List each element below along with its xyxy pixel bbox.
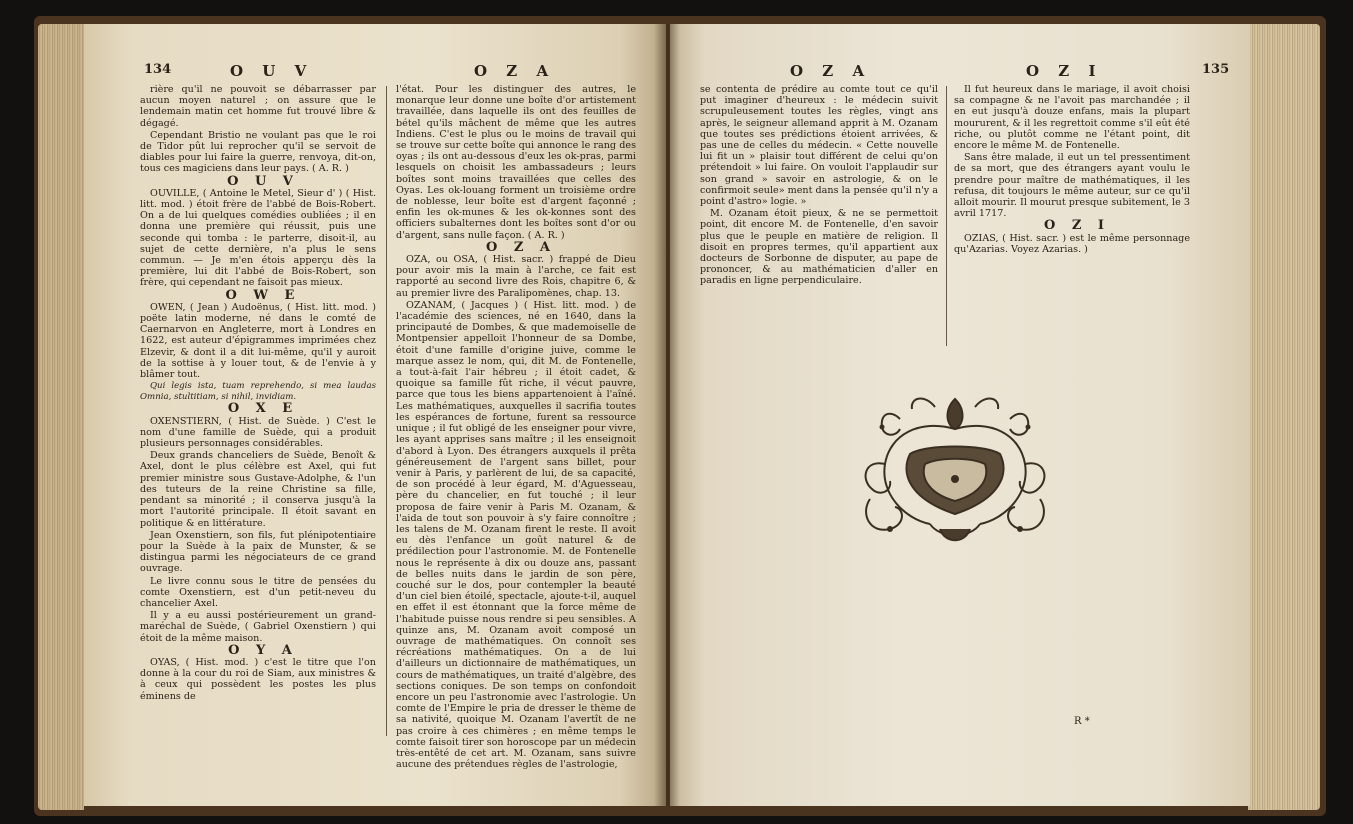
entry-paragraph: Le livre connu sous le titre de pensées du comte Oxenstiern, est d'un petit-neveu du chancelier Axel. bbox=[140, 575, 376, 609]
left-page bbox=[84, 24, 666, 806]
right-page-column-2 bbox=[954, 84, 1190, 256]
running-head-right-a: O Z A bbox=[790, 62, 872, 80]
section-heading: O X E bbox=[227, 401, 299, 417]
entry-paragraph: Il fut heureux dans le mariage, il avoit choisi sa compagne & ne l'avoit pas marchandée ; il en eut jusqu'à douze enfans, mais la plupart moururent, & il les regrettoit comme s'il eût été riche, ou plutôt comme ne l'étant point, dit encore le même M. de Fontenelle. bbox=[954, 84, 1190, 152]
right-page-stack bbox=[1248, 24, 1320, 810]
page-number-right: 135 bbox=[1202, 62, 1230, 77]
right-page bbox=[670, 24, 1250, 806]
left-page-column-2 bbox=[396, 84, 636, 771]
entry-paragraph: OZA, ou OSA, ( Hist. sacr. ) frappé de Dieu pour avoir mis la main à l'arche, ce fait est rapporté au second livre des Rois, chapitre 6, & au premier livre des Paralipomènes, chap. 13. bbox=[396, 254, 636, 299]
entry-paragraph: l'état. Pour les distinguer des autres, le monarque leur donne une boîte d'or artistement travaillée, dans laquelle ils ont des feuilles de bétel qu'ils mâchent de même que les autres Indiens. C'est le plus ou le moins de travail qui se trouve sur cette boîte qui annonce le rang des oyas ; ils ont au-dessous d'eux les ok-pras, parmi lesquels on choisit les ambassadeurs ; leurs boîtes sont moins travaillées que celles des Oyas. Les ok-louang forment un troisième ordre de noblesse, leur boîte est d'argent façonné ; enfin les ok-munes & les ok-konnes sont des officiers subalternes dont les boîtes sont d'or ou d'argent, sans nulle façon. ( A. R. ) bbox=[396, 84, 636, 241]
section-heading: O Z A bbox=[486, 239, 556, 255]
entry-paragraph: Il y a eu aussi postérieurement un grand-maréchal de Suède, ( Gabriel Oxenstiern ) qui étoit de la même maison. bbox=[140, 610, 376, 644]
entry-paragraph: Jean Oxenstiern, son fils, fut plénipotentiaire pour la Suède à la paix de Munster, & se distingua parmi les négociateurs de ce grand ouvrage. bbox=[140, 529, 376, 575]
page-number-left: 134 bbox=[144, 62, 172, 77]
column-rule bbox=[946, 86, 947, 346]
section-heading: O Y A bbox=[228, 642, 298, 658]
section-heading: O U V bbox=[227, 173, 299, 189]
running-head-left-b: O Z A bbox=[474, 62, 556, 80]
right-page-column-1 bbox=[700, 84, 938, 288]
entry-paragraph: M. Ozanam étoit pieux, & ne se permettoit point, dit encore M. de Fontenelle, d'en savoir plus que le peuple en matière de religion. Il disoit en propres termes, qu'il appartient aux docteurs de Sorbonne de disputer, au pape de prononcer, & au mathématicien d'aller en paradis en ligne perpendiculaire. bbox=[700, 208, 938, 287]
section-heading: O Z I bbox=[1044, 218, 1110, 234]
latin-verse: Qui legis ista, tuam reprehendo, si mea laudas Omnia, stultitiam, si nihil, invidiam. bbox=[140, 381, 376, 402]
decorative-tailpiece-ornament bbox=[850, 379, 1060, 549]
entry-paragraph: Sans être malade, il eut un tel pressentiment de sa mort, que des étrangers ayant voulu le prendre pour maître de mathématiques, il les refusa, dit toujours le même auteur, sur ce qu'il alloit mourir. Il mourut presque subitement, le 3 avril 1717. bbox=[954, 152, 1190, 220]
entry-paragraph: OXENSTIERN, ( Hist. de Suède. ) C'est le nom d'une famille de Suède, qui a produit plusieurs personnages considérables. bbox=[140, 415, 376, 450]
book-gutter bbox=[654, 24, 680, 806]
section-heading: O W E bbox=[225, 287, 301, 303]
entry-paragraph: se contenta de prédire au comte tout ce qu'il put imaginer d'heureux : le médecin suivit scrupuleusement toutes les règles, vingt ans après, le seigneur allemand apprit à M. Ozanam que toutes ses prédictions étoient arrivées, & pas une de celles du médecin. « Cette nouvelle lui fit un » plaisir tout différent de celui qu'on prétendoit » lui faire. On vouloit l'applaudir sur son grand » savoir en astrologie, & on le confirmoit seule» ment dans la pensée qu'il n'y a point d'astro» logie. » bbox=[700, 84, 938, 208]
entry-paragraph: Deux grands chanceliers de Suède, Benoît & Axel, dont le plus célèbre est Axel, qui fut premier ministre sous Gustave-Adolphe, & l'un des tuteurs de la reine Christine sa fille, pendant sa minorité ; il conserva jusqu'à la mort l'autorité principale. Il étoit savant en politique & en littérature. bbox=[140, 450, 376, 529]
running-head-left-a: O U V bbox=[230, 62, 314, 80]
entry-paragraph: rière qu'il ne pouvoit se débarrasser par aucun moyen naturel ; on assure que le lendemain matin cet homme fut trouvé libre & dégagé. bbox=[140, 84, 376, 129]
running-head-right-b: O Z I bbox=[1026, 62, 1103, 80]
entry-paragraph: OWEN, ( Jean ) Audoënus, ( Hist. litt. mod. ) poëte latin moderne, né dans le comté de Caernarvon en Angleterre, mort à Londres en 1622, est auteur d'épigrammes imprimées chez Elzevir, & dont il a dit lui-même, qu'il y auroit de la sottise à y louer tout, & de l'envie à y blâmer tout. bbox=[140, 301, 376, 381]
printer-signature-mark: R * bbox=[1074, 716, 1090, 727]
left-page-stack bbox=[38, 24, 84, 810]
left-page-column-1 bbox=[140, 84, 376, 703]
column-rule bbox=[386, 86, 387, 736]
entry-paragraph: Cependant Bristio ne voulant pas que le roi de Tidor pût lui reprocher qu'il se servoit de diables pour lui faire la guerre, renvoya, dit-on, tous ces magiciens dans leur pays. ( A. R. ) bbox=[140, 129, 376, 175]
entry-paragraph: OYAS, ( Hist. mod. ) c'est le titre que l'on donne à la cour du roi de Siam, aux ministres & à ceux qui possèdent les postes les plus éminens de bbox=[140, 656, 376, 702]
entry-paragraph: OZANAM, ( Jacques ) ( Hist. litt. mod. ) de l'académie des sciences, né en 1640, dans la principauté de Dombes, & que mademoiselle de Montpensier appelloit l'honneur de sa Dombe, étoit d'une famille d'origine juive, comme le marque assez le nom, qui, dit M. de Fontenelle, a tout-à-fait l'air hébreu ; il étoit cadet, & quoique sa famille fût riche, il vécut pauvre, parce que tous les biens appartenoient à l'aîné. Les mathématiques, auxquelles il sacrifia toutes les espérances de fortune, furent sa ressource unique ; il fut obligé de les enseigner pour vivre, les ayant apprises sans maître ; il les enseignoit d'abord à Lyon. Des étrangers auxquels il prêta généreusement de l'argent sans billet, pour venir à Paris, y parlèrent de lui, de sa capacité, de son procédé à leur égard, M. d'Aguesseau, père du chancelier, en fut touché ; il leur proposa de faire venir à Paris M. Ozanam, & l'aida de tout son pouvoir à s'y faire connoître ; les talens de M. Ozanam firent le reste. Il avoit eu dès l'enfance un goût naturel & de prédilection pour l'astronomie. M. de Fontenelle nous le représente à dix ou douze ans, passant de belles nuits dans le jardin de son père, couché sur le dos, pour contempler la beauté d'un ciel bien étoilé, spectacle, ajoute-t-il, auquel en effet il est étonnant que la force même de l'habitude puisse nous rendre si peu sensibles. A quinze ans, M. Ozanam avoit composé un ouvrage de mathématiques. On connoît ses récréations mathématiques. On a de lui d'ailleurs un dictionnaire de mathématiques, un cours de mathématiques, un traité d'algèbre, des sections coniques. De son temps on confondoit encore un peu l'astronomie avec l'astrologie. Un comte de l'Empire le pria de dresser le thème de sa nativité, quoique M. Ozanam l'avertît de ne pas croire à ces chimères ; en même temps le comte faisoit tirer son horoscope par un médecin très-entêté de cet art. M. Ozanam, sans suivre aucune des prétendues règles de l'astrologie, bbox=[396, 299, 636, 771]
entry-paragraph: OUVILLE, ( Antoine le Metel, Sieur d' ) ( Hist. litt. mod. ) étoit frère de l'abbé de Bois-Robert. On a de lui quelques comédies oubliées ; il en donna une première qui réussit, puis une seconde qui tomba : le parterre, disoit-il, au sujet de cette dernière, n'a plus le sens commun. — Je m'en étois apperçu dès la première, lui dit l'abbé de Bois-Robert, son frère, qui cependant ne faisoit pas mieux. bbox=[140, 187, 376, 289]
entry-paragraph: OZIAS, ( Hist. sacr. ) est le même personnage qu'Azarias. Voyez Azarias. ) bbox=[954, 232, 1190, 255]
